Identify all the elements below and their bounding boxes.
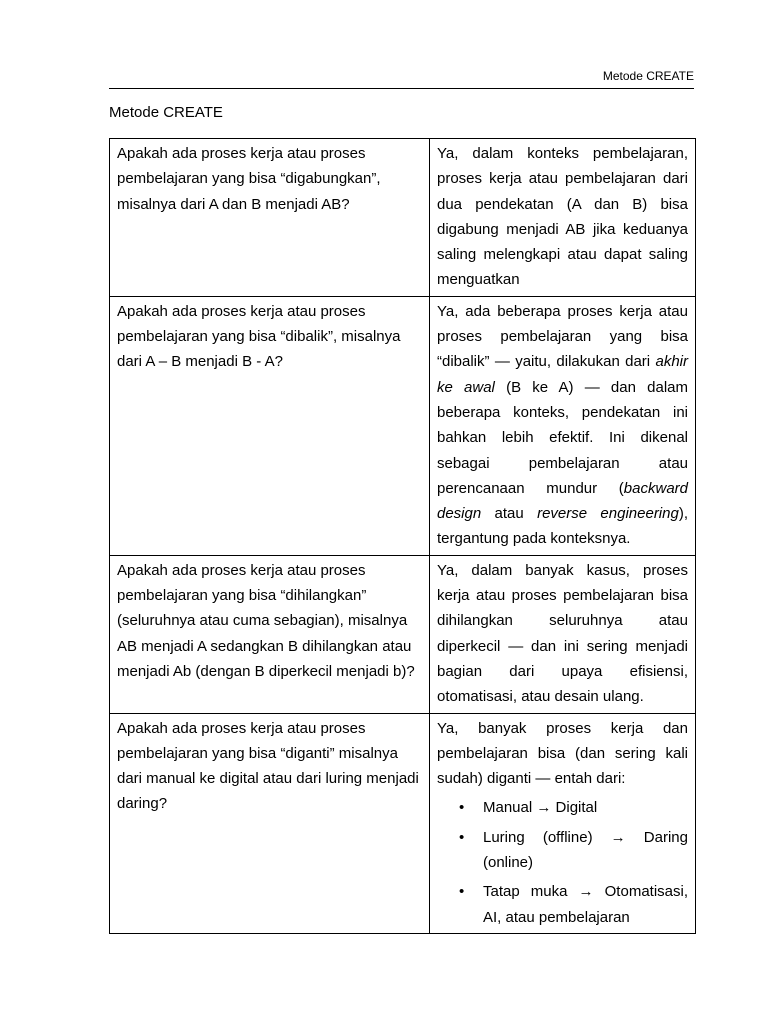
answer-emphasis: reverse engineering [537,505,679,523]
question-cell: Apakah ada proses kerja atau proses pembelajaran yang bisa “diganti” misalnya dari manual ke digital atau dari luring menjadi daring? [110,713,430,933]
table-row [110,555,696,713]
list-item [459,825,688,876]
create-method-table [109,138,696,934]
list-item-text: Tatap muka → Otomatisasi, AI, atau pembelajaran [483,883,688,926]
answer-cell [430,713,696,933]
header-divider [109,88,694,89]
answer-cell [430,296,696,555]
running-header: Metode CREATE [602,69,694,83]
question-cell: Apakah ada proses kerja atau proses pembelajaran yang bisa “digabungkan”, misalnya dari A dan B menjadi AB? [110,139,430,297]
answer-text: atau [481,505,538,523]
answer-intro: Ya, banyak proses kerja dan pembelajaran bisa (dan sering kali sudah) diganti — entah dari: [437,719,688,788]
list-item [459,879,688,930]
question-cell: Apakah ada proses kerja atau proses pembelajaran yang bisa “dibalik”, misalnya dari A – B menjadi B - A? [110,296,430,555]
answer-emphasis: akhir ke awal [437,353,688,396]
bullet-list [437,795,688,929]
answer-text: Ya, ada beberapa proses kerja atau proses pembelajaran yang bisa “dibalik” — yaitu, dilakukan dari [437,302,688,371]
question-cell: Apakah ada proses kerja atau proses pembelajaran yang bisa “dihilangkan” (seluruhnya atau cuma sebagian), misalnya AB menjadi A sedangkan B dihilangkan atau menjadi Ab (dengan B diperkecil menjadi b)? [110,555,430,713]
list-item [459,795,688,820]
bullet-icon: • [459,883,465,901]
answer-cell: Ya, dalam konteks pembelajaran, proses kerja atau pembelajaran dari dua pendekatan (A dan B) bisa digabung menjadi AB jika keduanya saling melengkapi atau dapat saling menguatkan [430,139,696,297]
table-row [110,713,696,933]
answer-text: (B ke A) — dan dalam beberapa konteks, pendekatan ini bahkan lebih efektif. Ini dikenal sebagai pembelajaran atau perencanaan mundur ( [437,378,689,497]
list-item-text: Luring (offline) → Daring (online) [483,828,688,872]
table-row [110,296,696,555]
document-title: Metode CREATE [109,104,223,121]
bullet-icon: • [459,828,465,846]
answer-text: ), tergantung pada konteksnya. [437,505,688,548]
answer-emphasis: backward design [437,479,688,523]
answer-cell: Ya, dalam banyak kasus, proses kerja atau proses pembelajaran bisa dihilangkan seluruhnya atau diperkecil — dan ini sering menjadi bagian dari upaya efisiensi, otomatisasi, atau desain ulang. [430,555,696,713]
bullet-icon: • [459,799,465,817]
table-row [110,139,696,297]
list-item-text: Manual → Digital [483,799,598,817]
